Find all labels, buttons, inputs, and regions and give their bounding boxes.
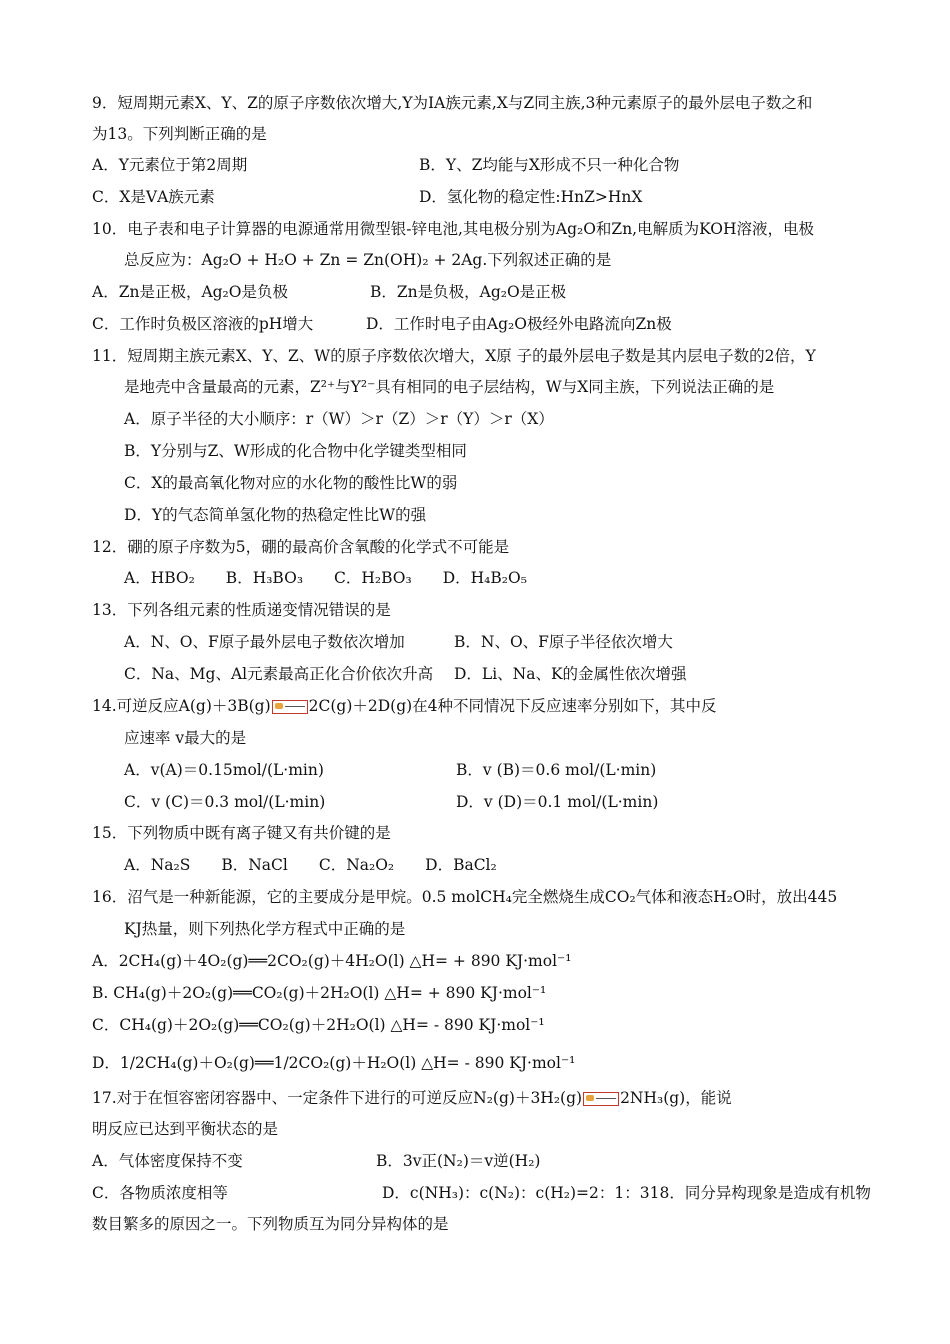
- q9-stem-line1: 9．短周期元素X、Y、Z的原子序数依次增大,Y为IA族元素,X与Z同主族,3种元素原子的最外层电子数之和: [92, 94, 813, 112]
- q11-option-d: D．Y的气态简单氢化物的热稳定性比W的强: [124, 506, 427, 524]
- q11-stem-line2: 是地壳中含量最高的元素，Z²⁺与Y²⁻具有相同的电子层结构，W与X同主族，下列说法正确的是: [124, 378, 775, 396]
- q17-option-d: D．c(NH₃)：c(N₂)：c(H₂)=2：1：318．同分异构现象是造成有机物: [382, 1184, 871, 1202]
- q13-option-d: D．Li、Na、K的金属性依次增强: [454, 665, 687, 683]
- q17-option-c: C．各物质浓度相等: [92, 1184, 228, 1202]
- q17-stem-line2: 明反应已达到平衡状态的是: [92, 1120, 279, 1138]
- q13-option-c: C．Na、Mg、Al元素最高正化合价依次升高: [124, 665, 434, 683]
- q14-stem-post: 2C(g)＋2D(g)在4种不同情况下反应速率分别如下，其中反: [308, 697, 717, 715]
- q10-option-c: C．工作时负极区溶液的pH增大: [92, 315, 314, 333]
- q16-option-b: B. CH₄(g)＋2O₂(g)══CO₂(g)＋2H₂O(l) △H= + 890 KJ·mol⁻¹: [92, 984, 547, 1002]
- q17-stem-post: 2NH₃(g)，能说: [620, 1089, 732, 1107]
- q10-option-a: A．Zn是正极，Ag₂O是负极: [92, 283, 288, 301]
- q9-stem-line2: 为13。下列判断正确的是: [92, 125, 267, 143]
- q17-option-b: B．3v正(N₂)＝v逆(H₂): [376, 1152, 541, 1170]
- q11-stem-line1: 11．短周期主族元素X、Y、Z、W的原子序数依次增大，X原 子的最外层电子数是其内层电子数的2倍，Y: [92, 347, 816, 365]
- q12-options: A．HBO₂ B．H₃BO₃ C．H₂BO₃ D．H₄B₂O₅: [124, 569, 527, 587]
- q15-options: A．Na₂S B．NaCl C．Na₂O₂ D．BaCl₂: [124, 856, 497, 874]
- q10-stem-line1: 10．电子表和电子计算器的电源通常用微型银-锌电池,其电极分别为Ag₂O和Zn,电解质为KOH溶液，电极: [92, 220, 814, 238]
- q10-option-b: B．Zn是负极，Ag₂O是正极: [370, 283, 567, 301]
- reversible-arrow-icon: [583, 1092, 619, 1106]
- q17-stem-pre: 17.对于在恒容密闭容器中、一定条件下进行的可逆反应N₂(g)＋3H₂(g): [92, 1089, 583, 1107]
- q17-stem-line1: [92, 1088, 732, 1108]
- q14-option-d: D．v (D)＝0.1 mol/(L·min): [456, 793, 659, 811]
- q14-option-c: C．v (C)＝0.3 mol/(L·min): [124, 793, 326, 811]
- q13-option-b: B．N、O、F原子半径依次增大: [454, 633, 673, 651]
- q11-option-a: A．原子半径的大小顺序：r（W）＞r（Z）＞r（Y）＞r（X）: [124, 410, 554, 428]
- q13-option-a: A．N、O、F原子最外层电子数依次增加: [124, 633, 405, 651]
- q14-stem-pre: 14.可逆反应A(g)＋3B(g): [92, 697, 271, 715]
- q16-option-d: D．1/2CH₄(g)＋O₂(g)══1/2CO₂(g)＋H₂O(l) △H= - 890 KJ·mol⁻¹: [92, 1054, 576, 1072]
- q14-stem-line1: [92, 696, 717, 716]
- q16-option-a: A．2CH₄(g)＋4O₂(g)══2CO₂(g)＋4H₂O(l) △H= + 890 KJ·mol⁻¹: [92, 952, 572, 970]
- q10-option-d: D．工作时电子由Ag₂O极经外电路流向Zn极: [366, 315, 672, 333]
- q14-stem-line2: 应速率 v最大的是: [124, 729, 247, 747]
- q18-stem: 数目繁多的原因之一。下列物质互为同分异构体的是: [92, 1215, 449, 1233]
- q9-option-c: C．X是ⅤA族元素: [92, 188, 215, 206]
- q16-stem-line2: KJ热量，则下列热化学方程式中正确的是: [124, 920, 406, 938]
- q14-option-a: A．v(A)＝0.15mol/(L·min): [124, 761, 324, 779]
- q9-option-a: A．Y元素位于第2周期: [92, 156, 248, 174]
- q9-option-d: D．氢化物的稳定性:HnZ>HnX: [419, 188, 643, 206]
- reversible-arrow-icon: [272, 700, 308, 714]
- q12-stem: 12．硼的原子序数为5，硼的最高价含氧酸的化学式不可能是: [92, 538, 510, 556]
- q17-option-a: A．气体密度保持不变: [92, 1152, 243, 1170]
- q11-option-c: C．X的最高氧化物对应的水化物的酸性比W的弱: [124, 474, 458, 492]
- q15-stem: 15．下列物质中既有离子键又有共价键的是: [92, 824, 391, 842]
- q14-option-b: B．v (B)＝0.6 mol/(L·min): [456, 761, 657, 779]
- q16-stem-line1: 16．沼气是一种新能源，它的主要成分是甲烷。0.5 molCH₄完全燃烧生成CO₂气体和液态H₂O时，放出445: [92, 888, 838, 906]
- q13-stem: 13．下列各组元素的性质递变情况错误的是: [92, 601, 391, 619]
- q9-option-b: B．Y、Z均能与X形成不只一种化合物: [419, 156, 680, 174]
- q16-option-c: C．CH₄(g)＋2O₂(g)══CO₂(g)＋2H₂O(l) △H= - 890 KJ·mol⁻¹: [92, 1016, 545, 1034]
- q11-option-b: B．Y分别与Z、W形成的化合物中化学键类型相同: [124, 442, 467, 460]
- q10-stem-line2: 总反应为：Ag₂O + H₂O + Zn = Zn(OH)₂ + 2Ag.下列叙述正确的是: [124, 251, 612, 269]
